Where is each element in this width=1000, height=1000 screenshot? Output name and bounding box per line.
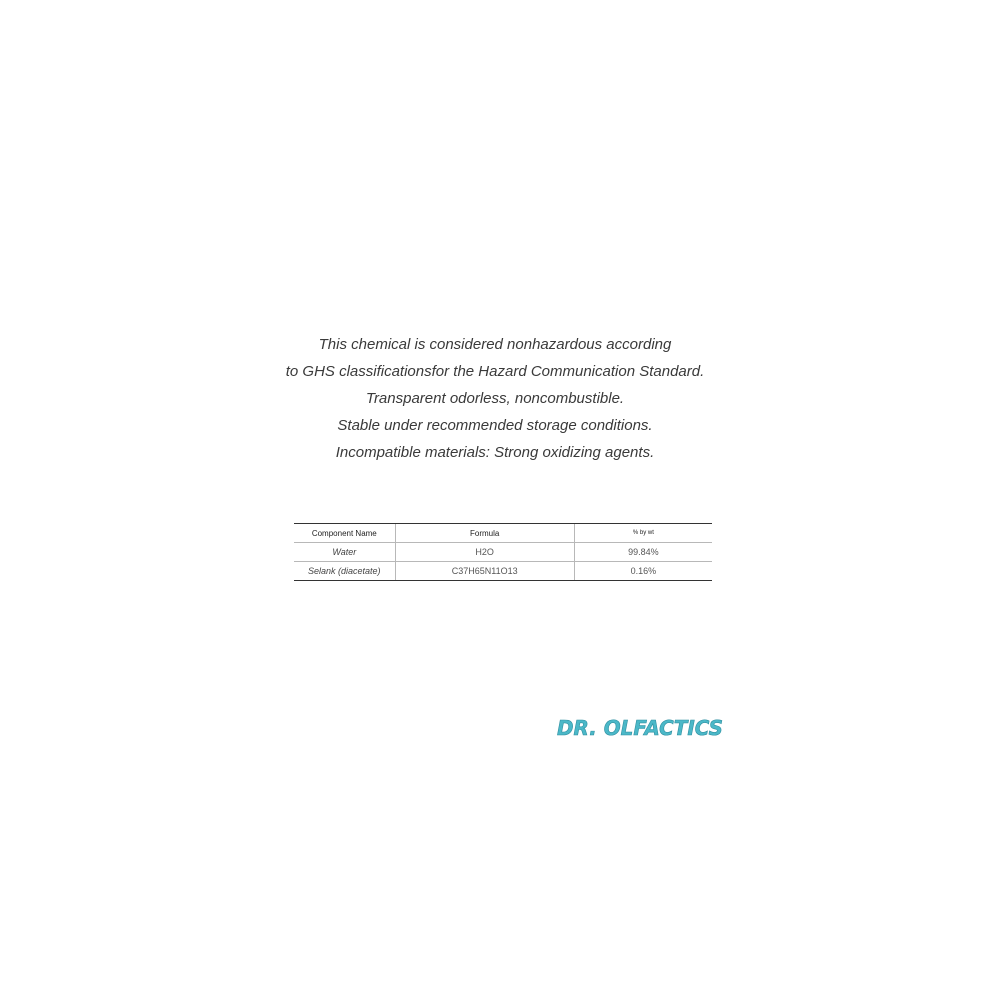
logo-text: DR. OLFACTICS: [557, 716, 723, 740]
component-name-cell: Water: [294, 543, 395, 562]
formula-cell: C37H65N11O13: [395, 562, 574, 581]
statement-line: Stable under recommended storage conditions.: [337, 417, 653, 434]
composition-table: [294, 523, 712, 581]
header-percent-by-weight: % by wt: [574, 524, 712, 543]
formula-cell: H2O: [395, 543, 574, 562]
statement-line: Incompatible materials: Strong oxidizing agents.: [335, 444, 655, 461]
table-row: [294, 543, 712, 562]
percent-cell: 99.84%: [574, 543, 712, 562]
table-row: [294, 562, 712, 581]
dr-olfactics-logo: [555, 712, 727, 742]
table-header-row: [294, 524, 712, 543]
percent-cell: 0.16%: [574, 562, 712, 581]
header-formula: Formula: [395, 524, 574, 543]
statement-line: to GHS classificationsfor the Hazard Communication Standard.: [285, 363, 705, 380]
statement-line: Transparent odorless, noncombustible.: [365, 390, 625, 407]
component-name-cell: Selank (diacetate): [294, 562, 395, 581]
safety-statement: [0, 331, 990, 466]
header-component-name: Component Name: [294, 524, 395, 543]
statement-line: This chemical is considered nonhazardous according: [318, 336, 672, 353]
